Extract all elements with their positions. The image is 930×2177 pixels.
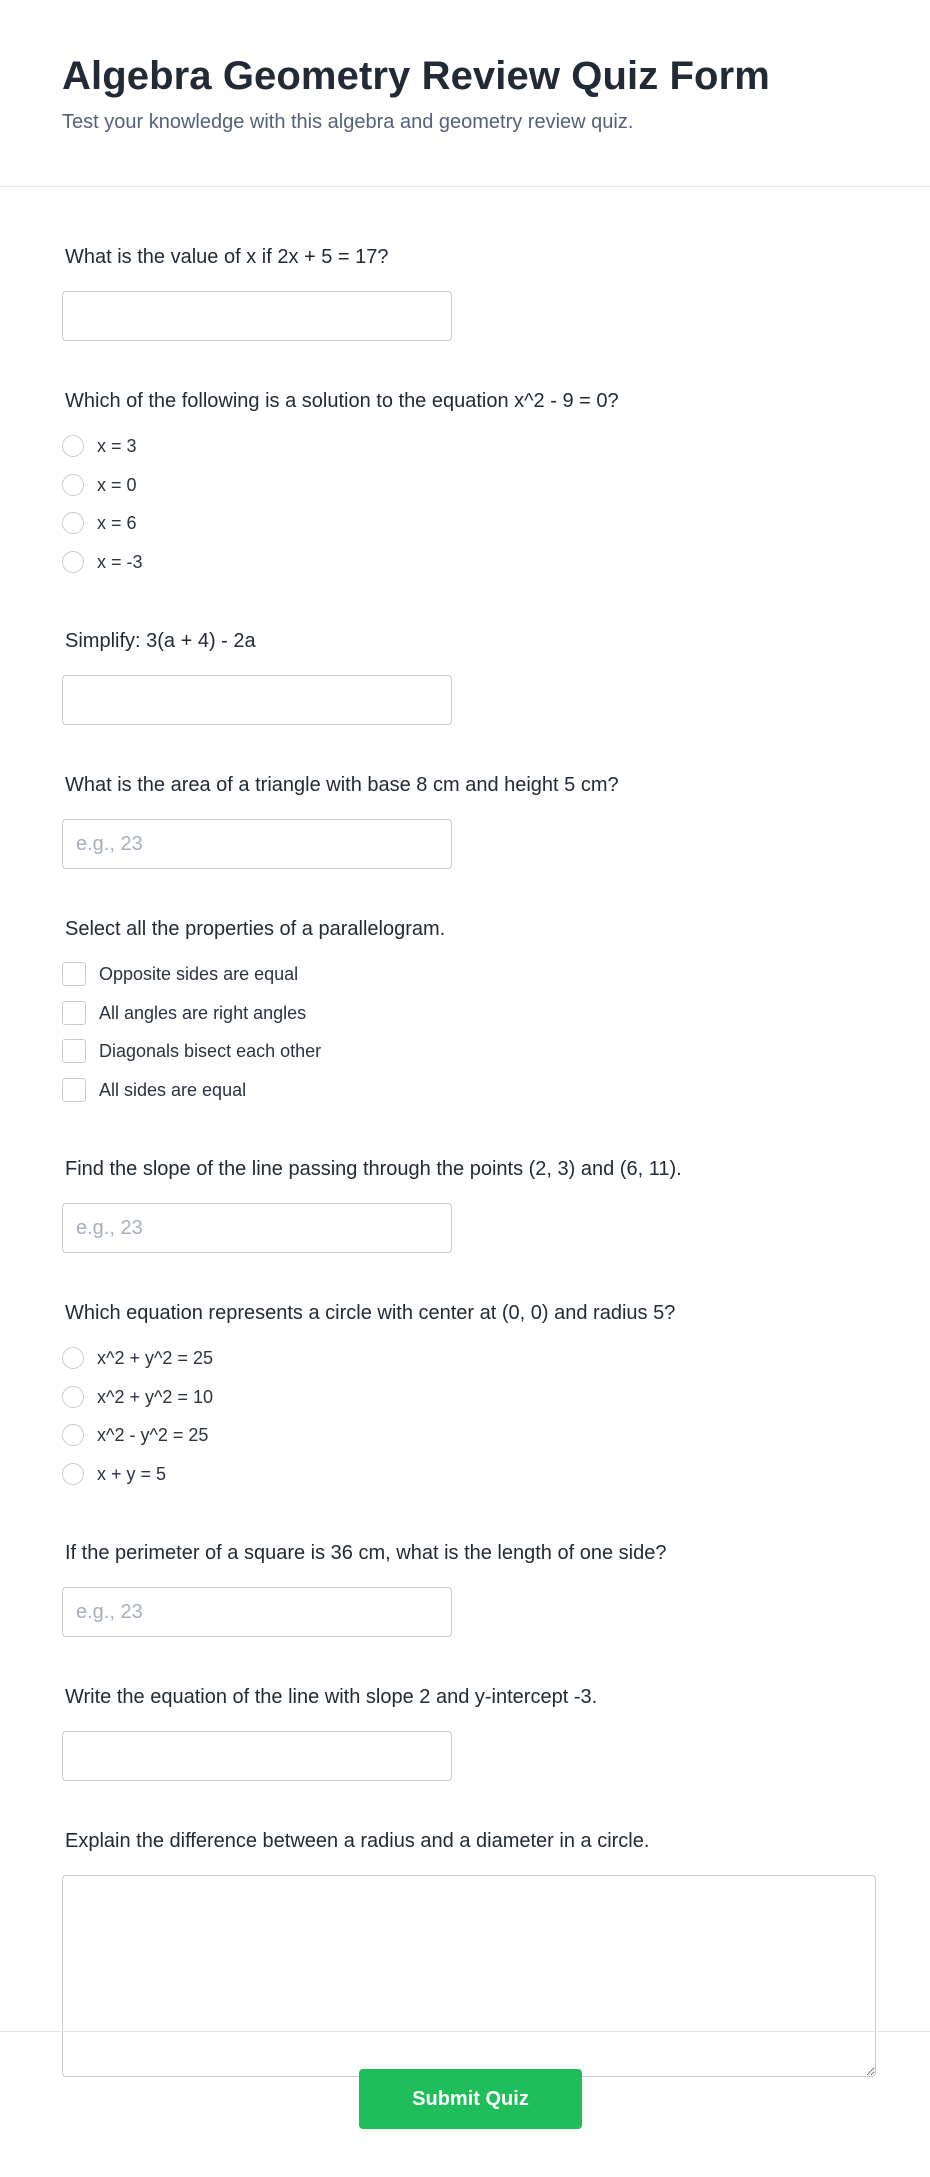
form-footer: [0, 2031, 930, 2177]
checkbox[interactable]: [62, 1078, 86, 1102]
question-8: [62, 1539, 868, 1637]
question-7-option-2[interactable]: [62, 1378, 868, 1417]
radio-button[interactable]: [62, 1424, 84, 1446]
option-label: Opposite sides are equal: [99, 964, 299, 985]
question-6-label: Find the slope of the line passing through the points (2, 3) and (6, 11).: [65, 1158, 682, 1180]
question-7-option-4[interactable]: [62, 1455, 868, 1494]
page-title: Algebra Geometry Review Quiz Form: [62, 54, 770, 98]
option-label: All sides are equal: [99, 1079, 247, 1100]
form-header: [0, 0, 930, 187]
checkbox[interactable]: [62, 1001, 86, 1025]
option-label: All angles are right angles: [99, 1002, 307, 1023]
option-label: x = 0: [97, 474, 137, 495]
question-2-options: [62, 427, 868, 581]
question-1-label: What is the value of x if 2x + 5 = 17?: [65, 246, 389, 268]
question-9-label: Write the equation of the line with slope 2 and y-intercept -3.: [65, 1686, 598, 1708]
question-7-options: [62, 1339, 868, 1493]
option-label: x^2 - y^2 = 25: [97, 1425, 209, 1446]
option-label: Diagonals bisect each other: [99, 1041, 322, 1062]
radio-button[interactable]: [62, 551, 84, 573]
option-label: x^2 + y^2 = 10: [97, 1386, 213, 1407]
option-label: x = -3: [97, 551, 143, 572]
question-4: [62, 771, 868, 869]
question-1-input[interactable]: [62, 291, 452, 341]
question-7-option-3[interactable]: [62, 1416, 868, 1455]
question-5-label: Select all the properties of a parallelogram.: [65, 918, 446, 940]
radio-button[interactable]: [62, 512, 84, 534]
question-5-option-2[interactable]: [62, 994, 868, 1033]
question-2-option-2[interactable]: [62, 466, 868, 505]
quiz-form: [0, 187, 930, 2077]
question-3-label: Simplify: 3(a + 4) - 2a: [65, 630, 256, 652]
radio-button[interactable]: [62, 474, 84, 496]
radio-button[interactable]: [62, 435, 84, 457]
question-8-label: If the perimeter of a square is 36 cm, what is the length of one side?: [65, 1542, 667, 1564]
question-2-option-1[interactable]: [62, 427, 868, 466]
question-3: [62, 627, 868, 725]
question-2-option-4[interactable]: [62, 543, 868, 582]
question-7: [62, 1299, 868, 1493]
submit-button[interactable]: Submit Quiz: [359, 2069, 582, 2129]
question-3-input[interactable]: [62, 675, 452, 725]
question-10-label: Explain the difference between a radius and a diameter in a circle.: [65, 1830, 650, 1852]
page-subtitle: Test your knowledge with this algebra and geometry review quiz.: [62, 111, 634, 133]
question-5-option-1[interactable]: [62, 955, 868, 994]
question-7-label: Which equation represents a circle with center at (0, 0) and radius 5?: [65, 1302, 676, 1324]
question-1: [62, 243, 868, 341]
radio-button[interactable]: [62, 1347, 84, 1369]
option-label: x = 6: [97, 513, 137, 534]
question-2-option-3[interactable]: [62, 504, 868, 543]
question-6-input[interactable]: [62, 1203, 452, 1253]
radio-button[interactable]: [62, 1386, 84, 1408]
question-9-input[interactable]: [62, 1731, 452, 1781]
radio-button[interactable]: [62, 1463, 84, 1485]
option-label: x + y = 5: [97, 1463, 167, 1484]
question-5-option-4[interactable]: [62, 1071, 868, 1110]
question-8-input[interactable]: [62, 1587, 452, 1637]
question-6: [62, 1155, 868, 1253]
question-7-option-1[interactable]: [62, 1339, 868, 1378]
question-2-label: Which of the following is a solution to the equation x^2 - 9 = 0?: [65, 390, 619, 412]
checkbox[interactable]: [62, 962, 86, 986]
option-label: x = 3: [97, 436, 137, 457]
checkbox[interactable]: [62, 1039, 86, 1063]
question-4-label: What is the area of a triangle with base 8 cm and height 5 cm?: [65, 774, 619, 796]
question-2: [62, 387, 868, 581]
option-label: x^2 + y^2 = 25: [97, 1348, 213, 1369]
question-5-option-3[interactable]: [62, 1032, 868, 1071]
question-5-options: [62, 955, 868, 1109]
question-4-input[interactable]: [62, 819, 452, 869]
question-9: [62, 1683, 868, 1781]
question-5: [62, 915, 868, 1109]
